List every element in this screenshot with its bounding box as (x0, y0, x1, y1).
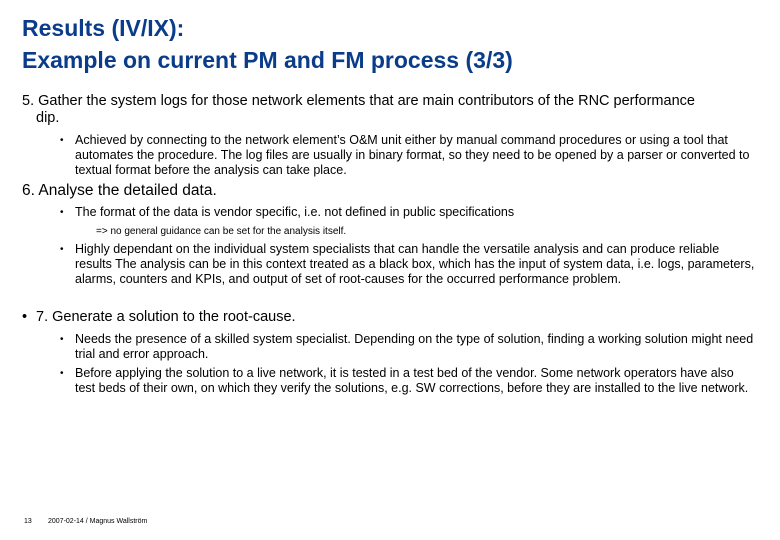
step-7-subpoint-2 (60, 366, 755, 396)
step-5-subpoint (60, 133, 755, 178)
slide-title-line-2: Example on current PM and FM process (3/3) (22, 47, 513, 73)
slide-title-line-1: Results (IV/IX): (22, 15, 185, 41)
step-6-note: => no general guidance can be set for the analysis itself. (96, 226, 347, 237)
step-6-text: 6. Analyse the detailed data. (22, 182, 217, 199)
bullet-icon: • (60, 207, 64, 218)
step-6-subpoint-1-text: The format of the data is vendor specific, i.e. not defined in public specifications (75, 205, 515, 219)
page-number: 13 (24, 518, 32, 525)
bullet-icon: • (22, 309, 28, 325)
step-7 (22, 309, 716, 326)
step-6-subpoint-2 (60, 242, 755, 287)
bullet-icon: • (60, 334, 64, 345)
step-6-subpoint-2-text: Highly dependant on the individual system specialists that can handle the versatile analysis and can produce reliable results The analysis can be in this context treated as a black box, which has the input of system data, i.e. logs, parameters, alarms, counters and KPIs, and output of set of root-causes for the occurred performance problem. (75, 242, 755, 286)
step-7-subpoint-1-text: Needs the presence of a skilled system specialist. Depending on the type of solution, finding a working solution might need trial and error approach. (75, 332, 754, 361)
step-5-subpoint-text: Achieved by connecting to the network element’s O&M unit either by manual command procedures or using a tool that automates the procedure. The log files are usually in binary format, so they need to be opened by a parser or converted to textual format before the analysis can take place. (75, 133, 750, 177)
step-7-subpoint-2-text: Before applying the solution to a live network, it is tested in a test bed of the vendor. Some network operators have also test beds of their own, on which they verify the solutions, e.g. SW corrections, before they are installed to the live network. (75, 366, 749, 395)
step-7-subpoint-1 (60, 332, 755, 362)
slide-title (22, 12, 762, 76)
bullet-icon: • (60, 135, 64, 146)
footer-date-author: 2007-02-14 / Magnus Wallström (48, 518, 148, 525)
step-5-text: 5. Gather the system logs for those network elements that are main contributors of the RNC performance dip. (22, 93, 695, 126)
bullet-icon: • (60, 244, 64, 255)
step-6-subpoint-1 (60, 205, 755, 220)
step-7-text: 7. Generate a solution to the root-cause. (36, 309, 296, 325)
bullet-icon: • (60, 368, 64, 379)
